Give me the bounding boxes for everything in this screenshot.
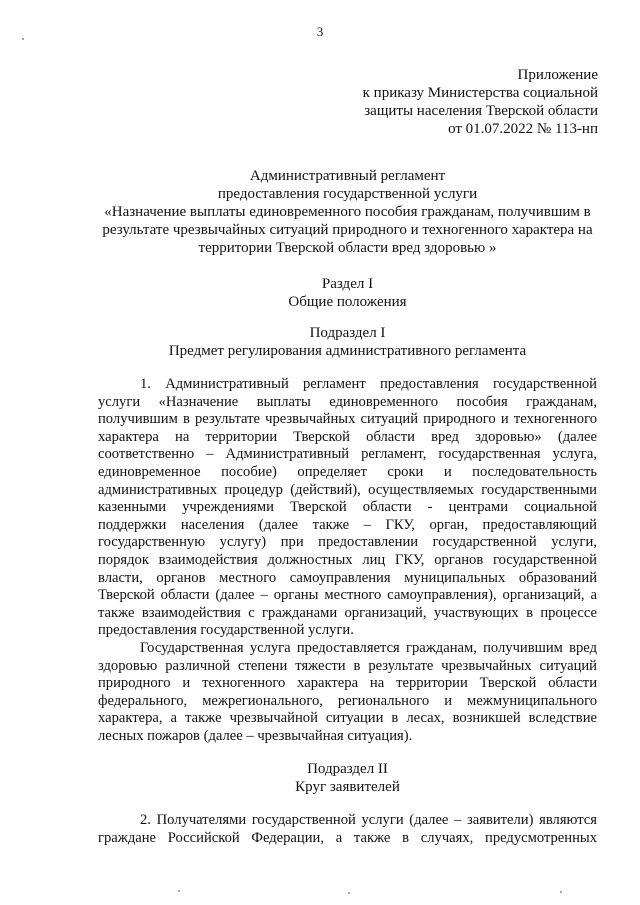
paragraph: [98, 812, 597, 847]
paragraph-line: также взаимодействия с гражданами организаций, участвующих в процессе: [98, 604, 597, 621]
paragraph-line: власти, органов местного самоуправления муниципальных образований: [98, 569, 597, 586]
subsection-title: Круг заявителей: [295, 779, 400, 795]
paragraph-line: характера, а также чрезвычайной ситуации в лесах, возникшей вследствие: [98, 710, 597, 727]
paragraph-line: природного и техногенного характера на территории Тверской области: [98, 675, 597, 692]
subsection-title: Предмет регулирования административного регламента: [168, 343, 527, 359]
scan-speck: [348, 892, 350, 894]
paragraph-line: 1. Административный регламент предоставления государственной: [140, 376, 597, 392]
title-line: «Назначение выплаты единовременного пособия гражданам, получившим в: [104, 204, 591, 220]
title-line: предоставления государственной услуги: [217, 186, 478, 202]
paragraph-line: государственную услугу) при предоставлении государственной услуги,: [98, 534, 597, 551]
scan-speck: [22, 38, 24, 40]
appendix-line: защиты населения Тверской области: [364, 103, 598, 119]
paragraph-line: Государственная услуга предоставляется гражданам, получившим вред: [140, 640, 597, 656]
title-line: Административный регламент: [249, 168, 446, 184]
paragraph-line: административных процедур (действий), осуществляемых государственными: [98, 481, 597, 498]
paragraph-line: соответственно – Административный регламент, государственная услуга,: [98, 446, 597, 463]
scan-speck: [178, 890, 180, 892]
section-number: Раздел I: [321, 276, 374, 292]
appendix-header: [298, 66, 598, 138]
subsection-number: Подраздел II: [307, 761, 388, 777]
scan-speck: [560, 891, 562, 893]
paragraph-line: здоровью различной степени тяжести в результате чрезвычайных ситуаций: [98, 657, 597, 674]
paragraph-line: поддержки населения (далее также – ГКУ, орган, предоставляющий: [98, 516, 597, 533]
paragraph-line: порядок взаимодействия должностных лиц ГКУ, органов государственной: [98, 551, 597, 568]
paragraph-line: предоставления государственной услуги.: [98, 622, 354, 639]
title-line: результате чрезвычайных ситуаций природного и техногенного характера на: [102, 222, 593, 238]
paragraph-line: услуги «Назначение выплаты единовременного пособия гражданам,: [98, 393, 597, 410]
paragraph: [98, 640, 597, 746]
section-title: Общие положения: [288, 294, 407, 310]
page-number: 3: [316, 24, 324, 39]
subsection-heading: [95, 324, 600, 360]
paragraph-line: федерального, межрегионального, регионального и межмуниципального: [98, 692, 597, 709]
appendix-line: Приложение: [517, 67, 598, 83]
paragraph-line: 2. Получателями государственной услуги (далее – заявители) являются: [140, 812, 597, 828]
paragraph-line: казенными учреждениями Тверской области - центрами социальной: [98, 499, 597, 516]
document-title: [95, 167, 600, 257]
paragraph-line: граждане Российской Федерации, а также в случаях, предусмотренных: [98, 829, 597, 846]
section-heading: [95, 275, 600, 311]
paragraph-line: единовременное пособие) определяет сроки и последовательность: [98, 463, 597, 480]
appendix-line: к приказу Министерства социальной: [362, 85, 598, 101]
paragraph-line: лесных пожаров (далее – чрезвычайная ситуация).: [98, 727, 413, 744]
paragraph-line: характера на территории Тверской области вред здоровью» (далее: [98, 428, 597, 445]
title-line: территории Тверской области вред здоровью »: [198, 240, 497, 256]
appendix-line: от 01.07.2022 № 113-нп: [448, 121, 598, 137]
paragraph: [98, 376, 597, 640]
subsection-number: Подраздел I: [309, 325, 386, 341]
subsection-heading: [95, 760, 600, 796]
paragraph-line: Тверской области (далее – органы местного самоуправления), организаций, а: [98, 587, 597, 604]
paragraph-line: получившим в результате чрезвычайных ситуаций природного и техногенного: [98, 411, 597, 428]
